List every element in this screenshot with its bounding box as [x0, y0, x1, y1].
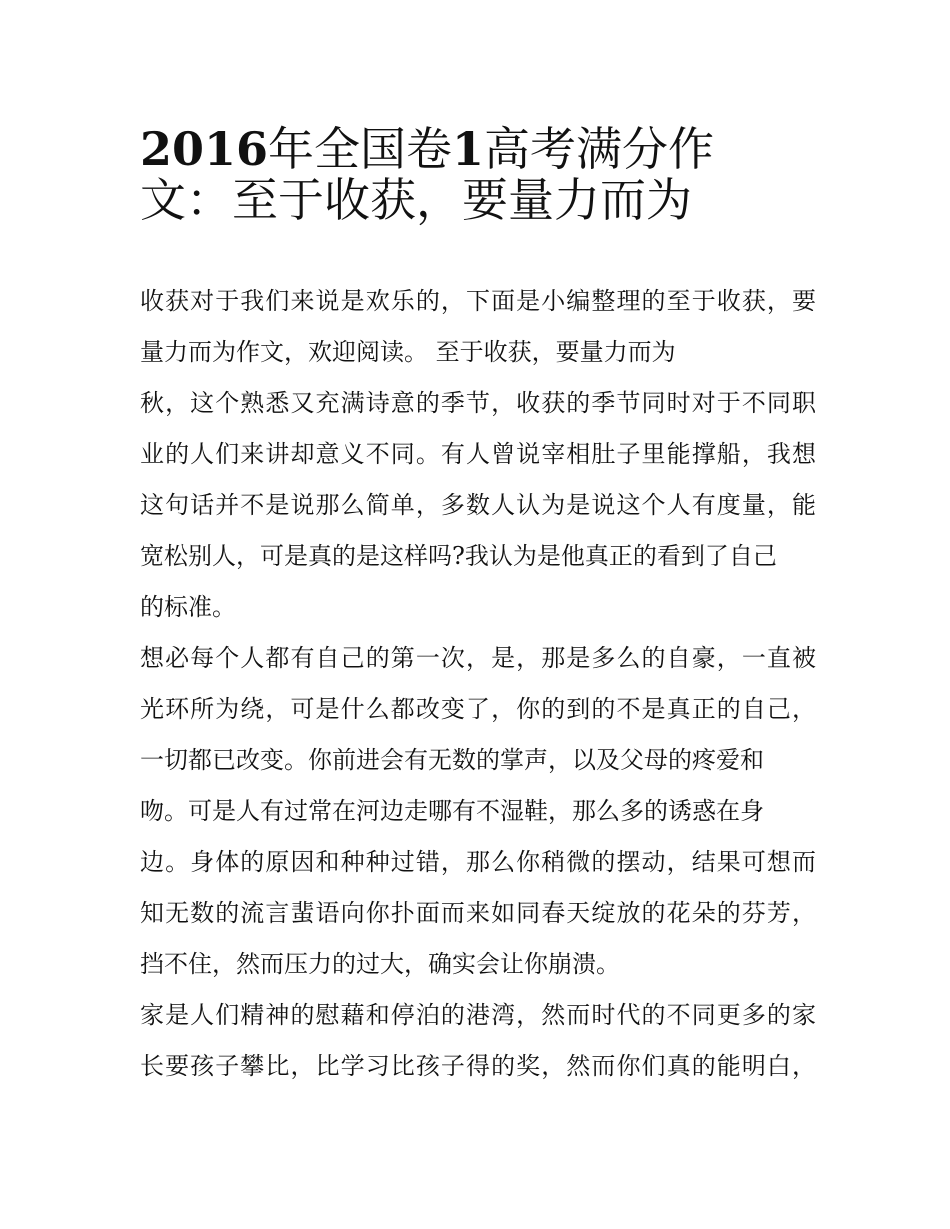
text-line: 长要孩子攀比，比学习比孩子得的奖，然而你们真的能明白，: [140, 1052, 816, 1080]
title-part: 年全国卷: [268, 122, 453, 176]
text-line: 光环所为绕，可是什么都改变了，你的到的不是真正的自己，: [140, 695, 816, 723]
text-line: 业的人们来讲却意义不同。有人曾说宰相肚子里能撑船，我想: [140, 440, 816, 468]
title-part: 高考满分作: [484, 122, 715, 176]
title-year: 2016: [140, 122, 269, 176]
text-line: 宽松别人，可是真的是这样吗?我认为是他真正的看到了自己: [140, 542, 777, 570]
text-line: 量力而为作文，欢迎阅读。 至于收获，要量力而为: [140, 338, 676, 366]
text-line: 秋，这个熟悉又充满诗意的季节，收获的季节同时对于不同职: [140, 389, 816, 417]
text-line: 收获对于我们来说是欢乐的，下面是小编整理的至于收获，要: [140, 287, 816, 315]
text-line: 的标准。: [140, 593, 236, 621]
title-line-2: 文：至于收获，要量力而为: [140, 173, 692, 227]
text-line: 边。身体的原因和种种过错，那么你稍微的摆动，结果可想而: [140, 848, 816, 876]
text-line: 一切都已改变。你前进会有无数的掌声，以及父母的疼爱和: [140, 746, 764, 774]
title-number: 1: [452, 122, 485, 176]
article-body: [140, 276, 816, 1092]
text-line: 知无数的流言蜚语向你扑面而来如同春天绽放的花朵的芬芳，: [140, 899, 816, 927]
text-line: 家是人们精神的慰藉和停泊的港湾，然而时代的不同更多的家: [140, 1001, 816, 1029]
text-line: 想必每个人都有自己的第一次，是，那是多么的自豪，一直被: [140, 644, 816, 672]
text-line: 这句话并不是说那么简单，多数人认为是说这个人有度量，能: [140, 491, 816, 519]
text-line: 挡不住，然而压力的过大，确实会让你崩溃。: [140, 950, 620, 978]
page-title: [140, 113, 820, 227]
text-line: 吻。可是人有过常在河边走哪有不湿鞋，那么多的诱惑在身: [140, 797, 764, 825]
